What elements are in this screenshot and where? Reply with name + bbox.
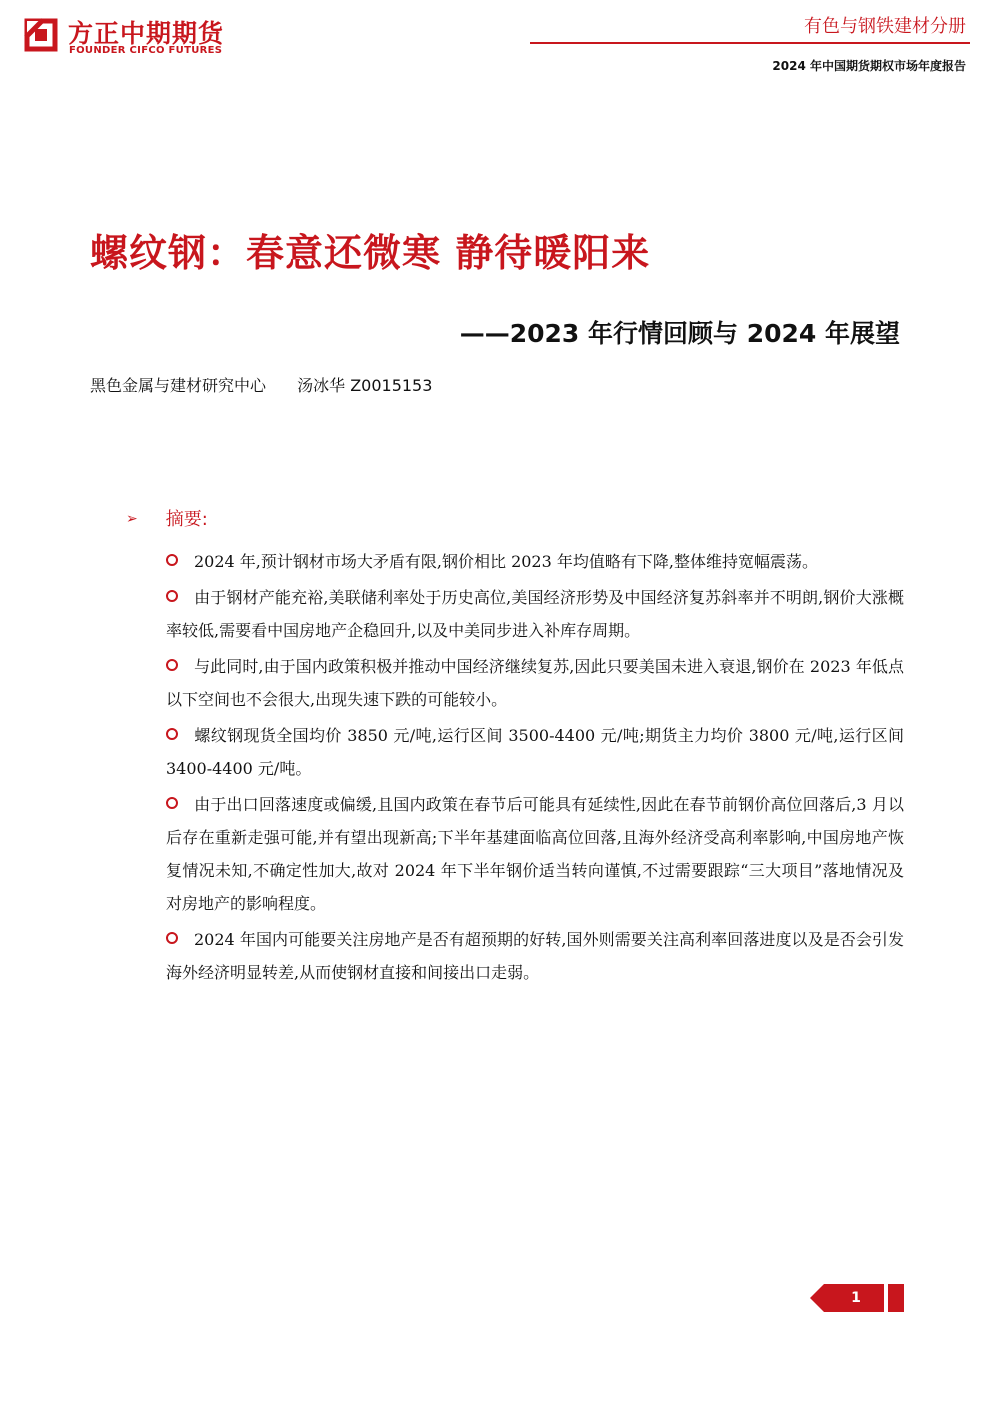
company-logo bbox=[24, 14, 224, 58]
summary-item: 2024 年,预计钢材市场大矛盾有限,钢价相比 2023 年均值略有下降,整体维持宽幅震荡。 bbox=[166, 545, 904, 578]
page-number: 1 bbox=[851, 1290, 861, 1306]
circle-bullet-icon bbox=[166, 659, 178, 671]
circle-bullet-icon bbox=[166, 554, 178, 566]
report-title: 螺纹钢：春意还微寒 静待暖阳来 bbox=[90, 231, 651, 275]
summary-item: 由于出口回落速度或偏缓,且国内政策在春节后可能具有延续性,因此在春节前钢价高位回落后,3 月以后存在重新走强可能,并有望出现新高;下半年基建面临高位回落,且海外经济受高利率影响,中国房地产恢复情况未知,不确定性加大,故对 2024 年下半年钢价适当转向谨慎,不过需要跟踪“三大项目”落地情况及对房地产的影响程度。 bbox=[166, 795, 904, 913]
summary-list bbox=[166, 545, 904, 992]
logo-text-cn: 方正中期期货 bbox=[68, 19, 225, 48]
circle-bullet-icon bbox=[166, 728, 178, 740]
arrow-bullet-icon: ➢ bbox=[126, 511, 138, 527]
summary-heading bbox=[126, 505, 208, 531]
summary-item: 与此同时,由于国内政策积极并推动中国经济继续复苏,因此只要美国未进入衰退,钢价在 2023 年低点以下空间也不会很大,出现失速下跌的可能较小。 bbox=[166, 657, 904, 709]
summary-item: 由于钢材产能充裕,美联储利率处于历史高位,美国经济形势及中国经济复苏斜率并不明朗,钢价大涨概率较低,需要看中国房地产企稳回升,以及中美同步进入补库存周期。 bbox=[166, 588, 904, 640]
report-name: 2024 年中国期货期权市场年度报告 bbox=[772, 59, 966, 73]
author-name-id: 汤冰华 Z0015153 bbox=[297, 376, 433, 395]
circle-bullet-icon bbox=[166, 590, 178, 602]
logo-text-en: FOUNDER CIFCO FUTURES bbox=[69, 45, 223, 56]
summary-label: 摘要: bbox=[165, 509, 208, 530]
header-divider bbox=[530, 42, 970, 44]
report-subtitle: ——2023 年行情回顾与 2024 年展望 bbox=[459, 319, 900, 348]
author-department: 黑色金属与建材研究中心 bbox=[90, 376, 267, 395]
section-name: 有色与钢铁建材分册 bbox=[804, 16, 966, 37]
circle-bullet-icon bbox=[166, 797, 178, 809]
summary-item: 螺纹钢现货全国均价 3850 元/吨,运行区间 3500-4400 元/吨;期货主力均价 3800 元/吨,运行区间 3400-4400 元/吨。 bbox=[166, 726, 904, 778]
founder-logo-icon bbox=[24, 18, 58, 52]
page-header bbox=[0, 0, 992, 90]
circle-bullet-icon bbox=[166, 932, 178, 944]
author-line bbox=[90, 373, 432, 396]
summary-item: 2024 年国内可能要关注房地产是否有超预期的好转,国外则需要关注高利率回落进度以及是否会引发海外经济明显转差,从而使钢材直接和间接出口走弱。 bbox=[166, 930, 904, 982]
